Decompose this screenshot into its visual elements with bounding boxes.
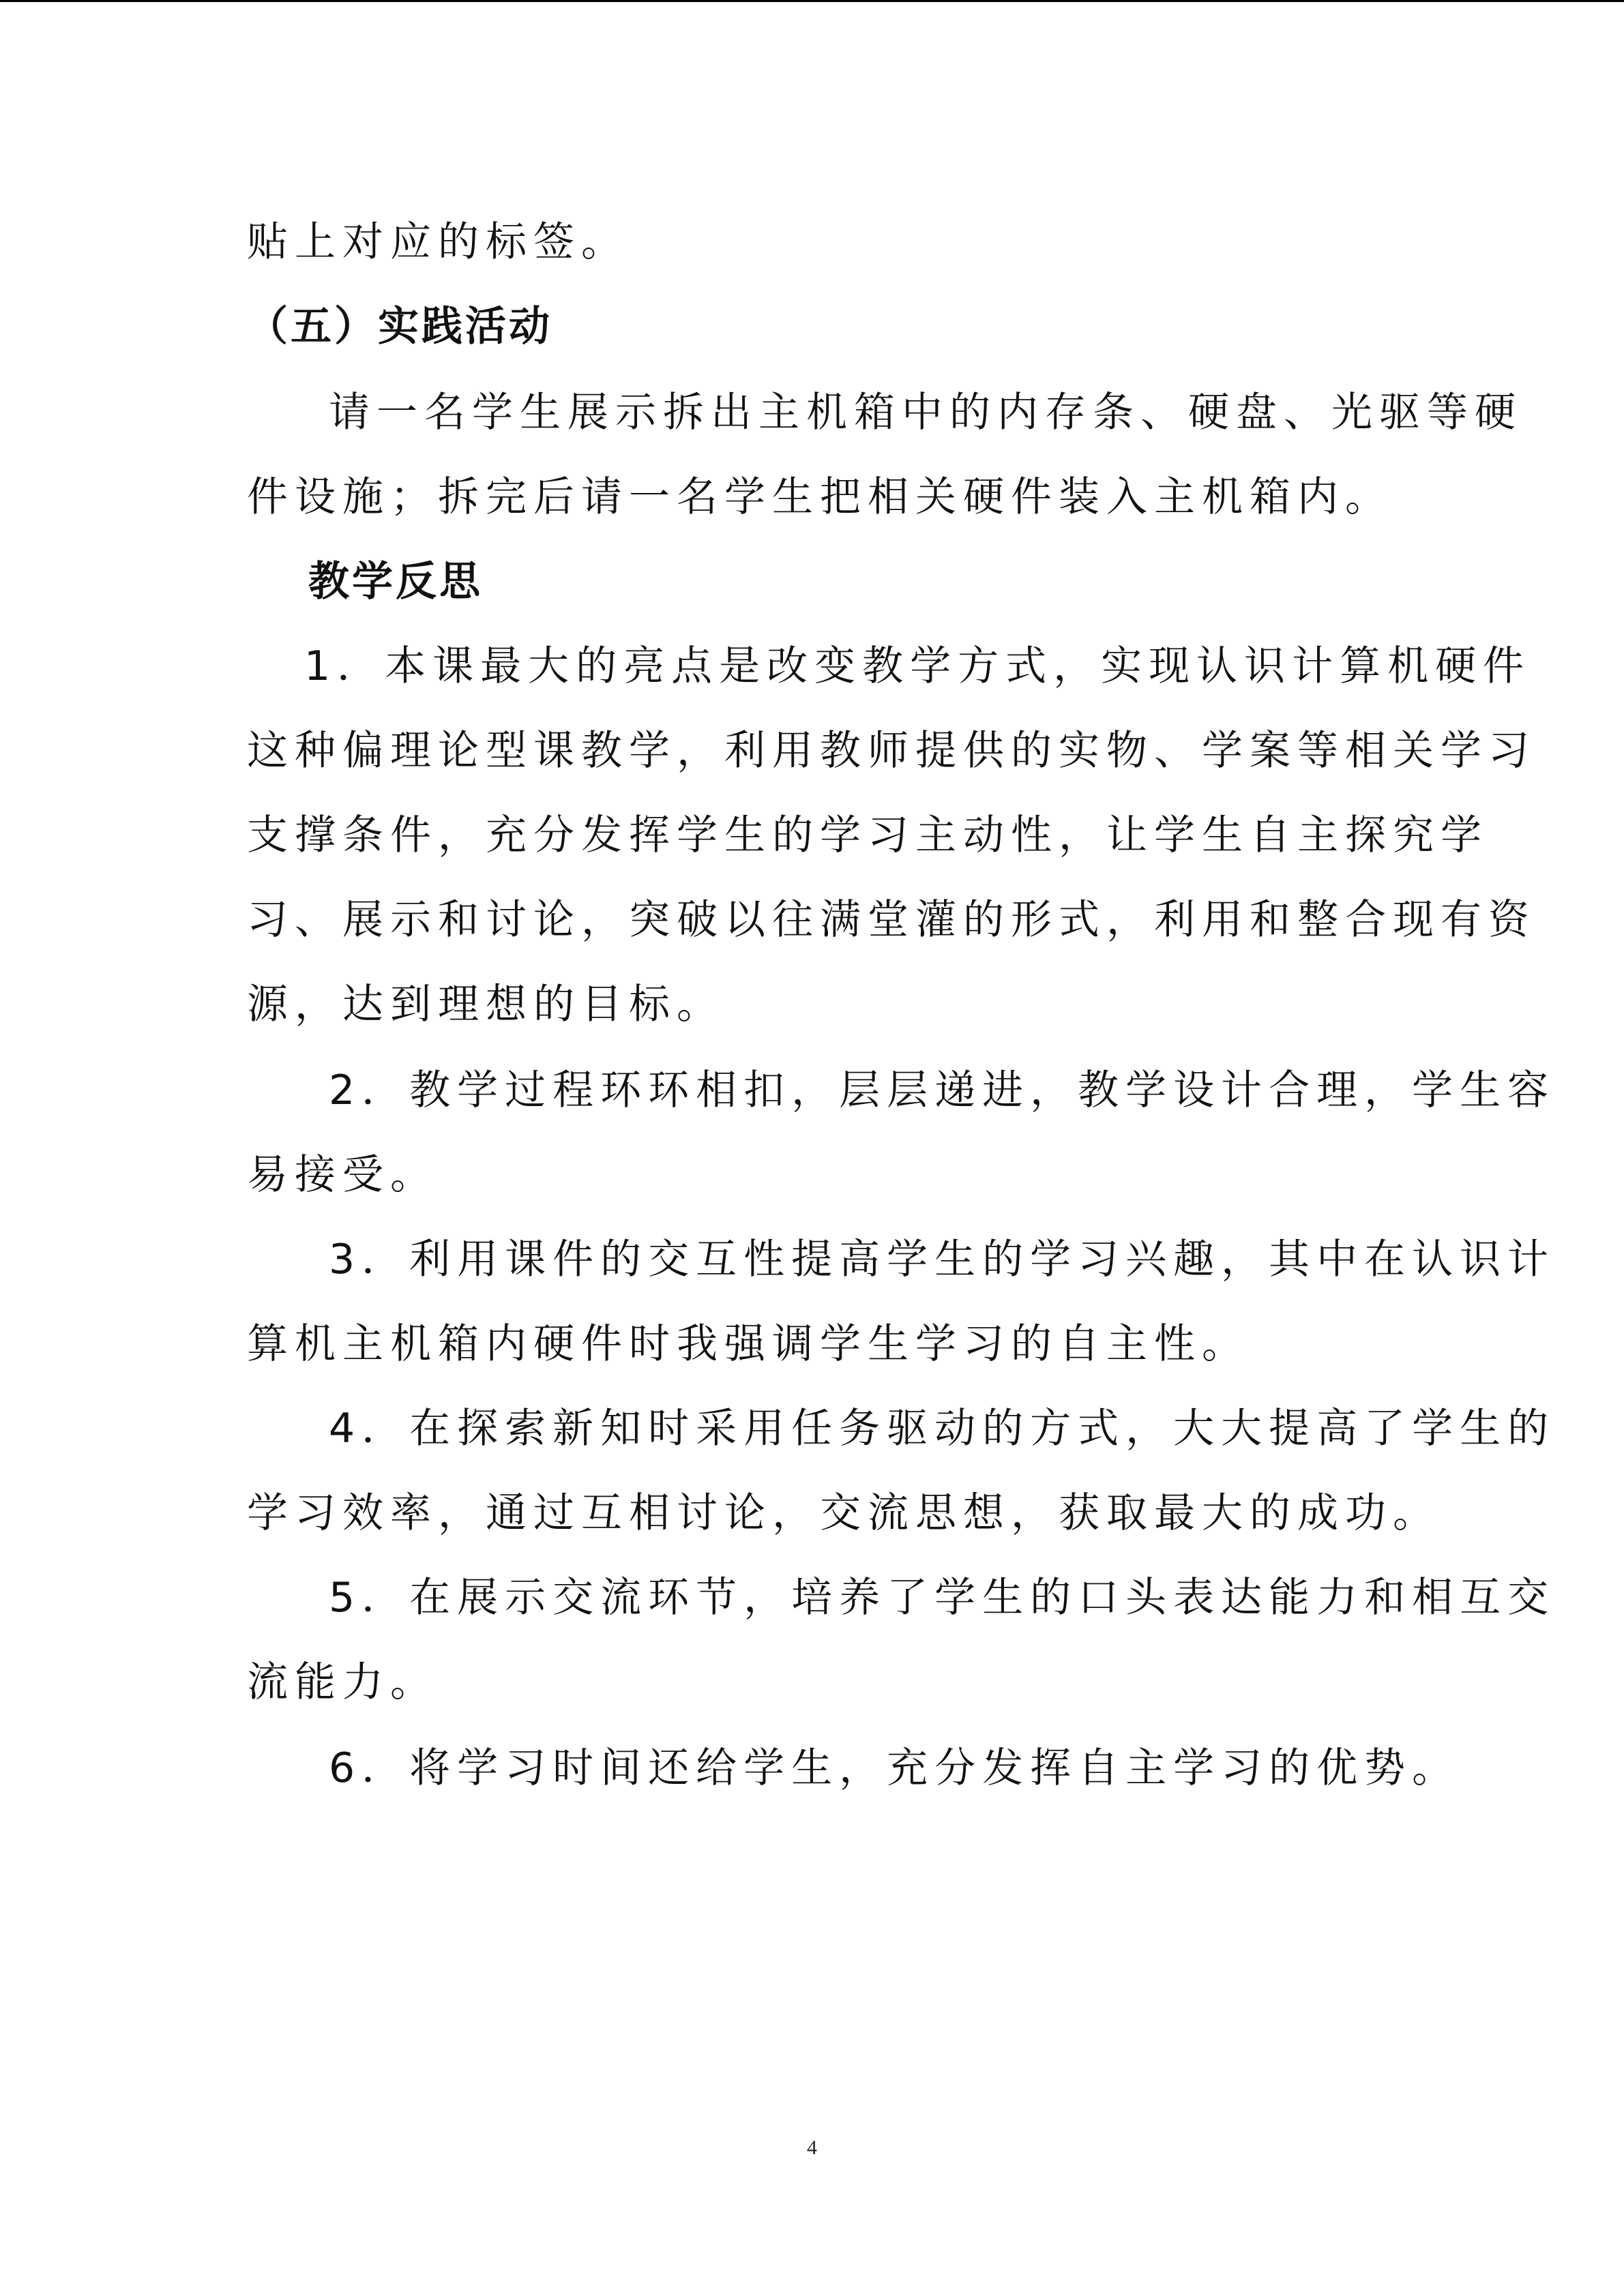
section-heading: 教学反思 <box>308 558 483 606</box>
paragraph-line: 这种偏理论型课教学，利用教师提供的实物、学案等相关学习 <box>247 727 1536 775</box>
section-heading: （五）实践活动 <box>247 303 552 351</box>
paragraph-line: 易接受。 <box>247 1151 438 1199</box>
paragraph-line: 习、展示和讨论，突破以往满堂灌的形式，利用和整合现有资 <box>247 896 1536 944</box>
paragraph-line: 源，达到理想的目标。 <box>247 981 724 1028</box>
paragraph-line: 2．教学过程环环相扣，层层递进，教学设计合理，学生容 <box>329 1067 1556 1114</box>
page-number: 4 <box>807 2136 817 2159</box>
paragraph-line: 件设施；拆完后请一名学生把相关硬件装入主机箱内。 <box>247 473 1393 521</box>
paragraph-line: 算机主机箱内硬件时我强调学生学习的自主性。 <box>247 1320 1250 1368</box>
paragraph-line: 6．将学习时间还给学生，充分发挥自主学习的优势。 <box>329 1744 1460 1792</box>
paragraph-line: 4．在探索新知时采用任务驱动的方式，大大提高了学生的 <box>329 1405 1556 1452</box>
paragraph-line: 支撑条件，充分发挥学生的学习主动性，让学生自主探究学 <box>247 811 1488 859</box>
paragraph-line: 请一名学生展示拆出主机箱中的内存条、硬盘、光驱等硬 <box>329 389 1522 436</box>
paragraph-line: 学习效率，通过互相讨论，交流思想，获取最大的成功。 <box>247 1489 1441 1537</box>
paragraph-line: 5．在展示交流环节，培养了学生的口头表达能力和相互交 <box>329 1574 1556 1622</box>
paragraph-line: 流能力。 <box>247 1658 438 1706</box>
paragraph-line: 1．本课最大的亮点是改变教学方式，实现认识计算机硬件 <box>304 642 1531 690</box>
paragraph-line: 3．利用课件的交互性提高学生的学习兴趣，其中在认识计 <box>329 1236 1556 1283</box>
paragraph-line: 贴上对应的标签。 <box>247 218 629 266</box>
